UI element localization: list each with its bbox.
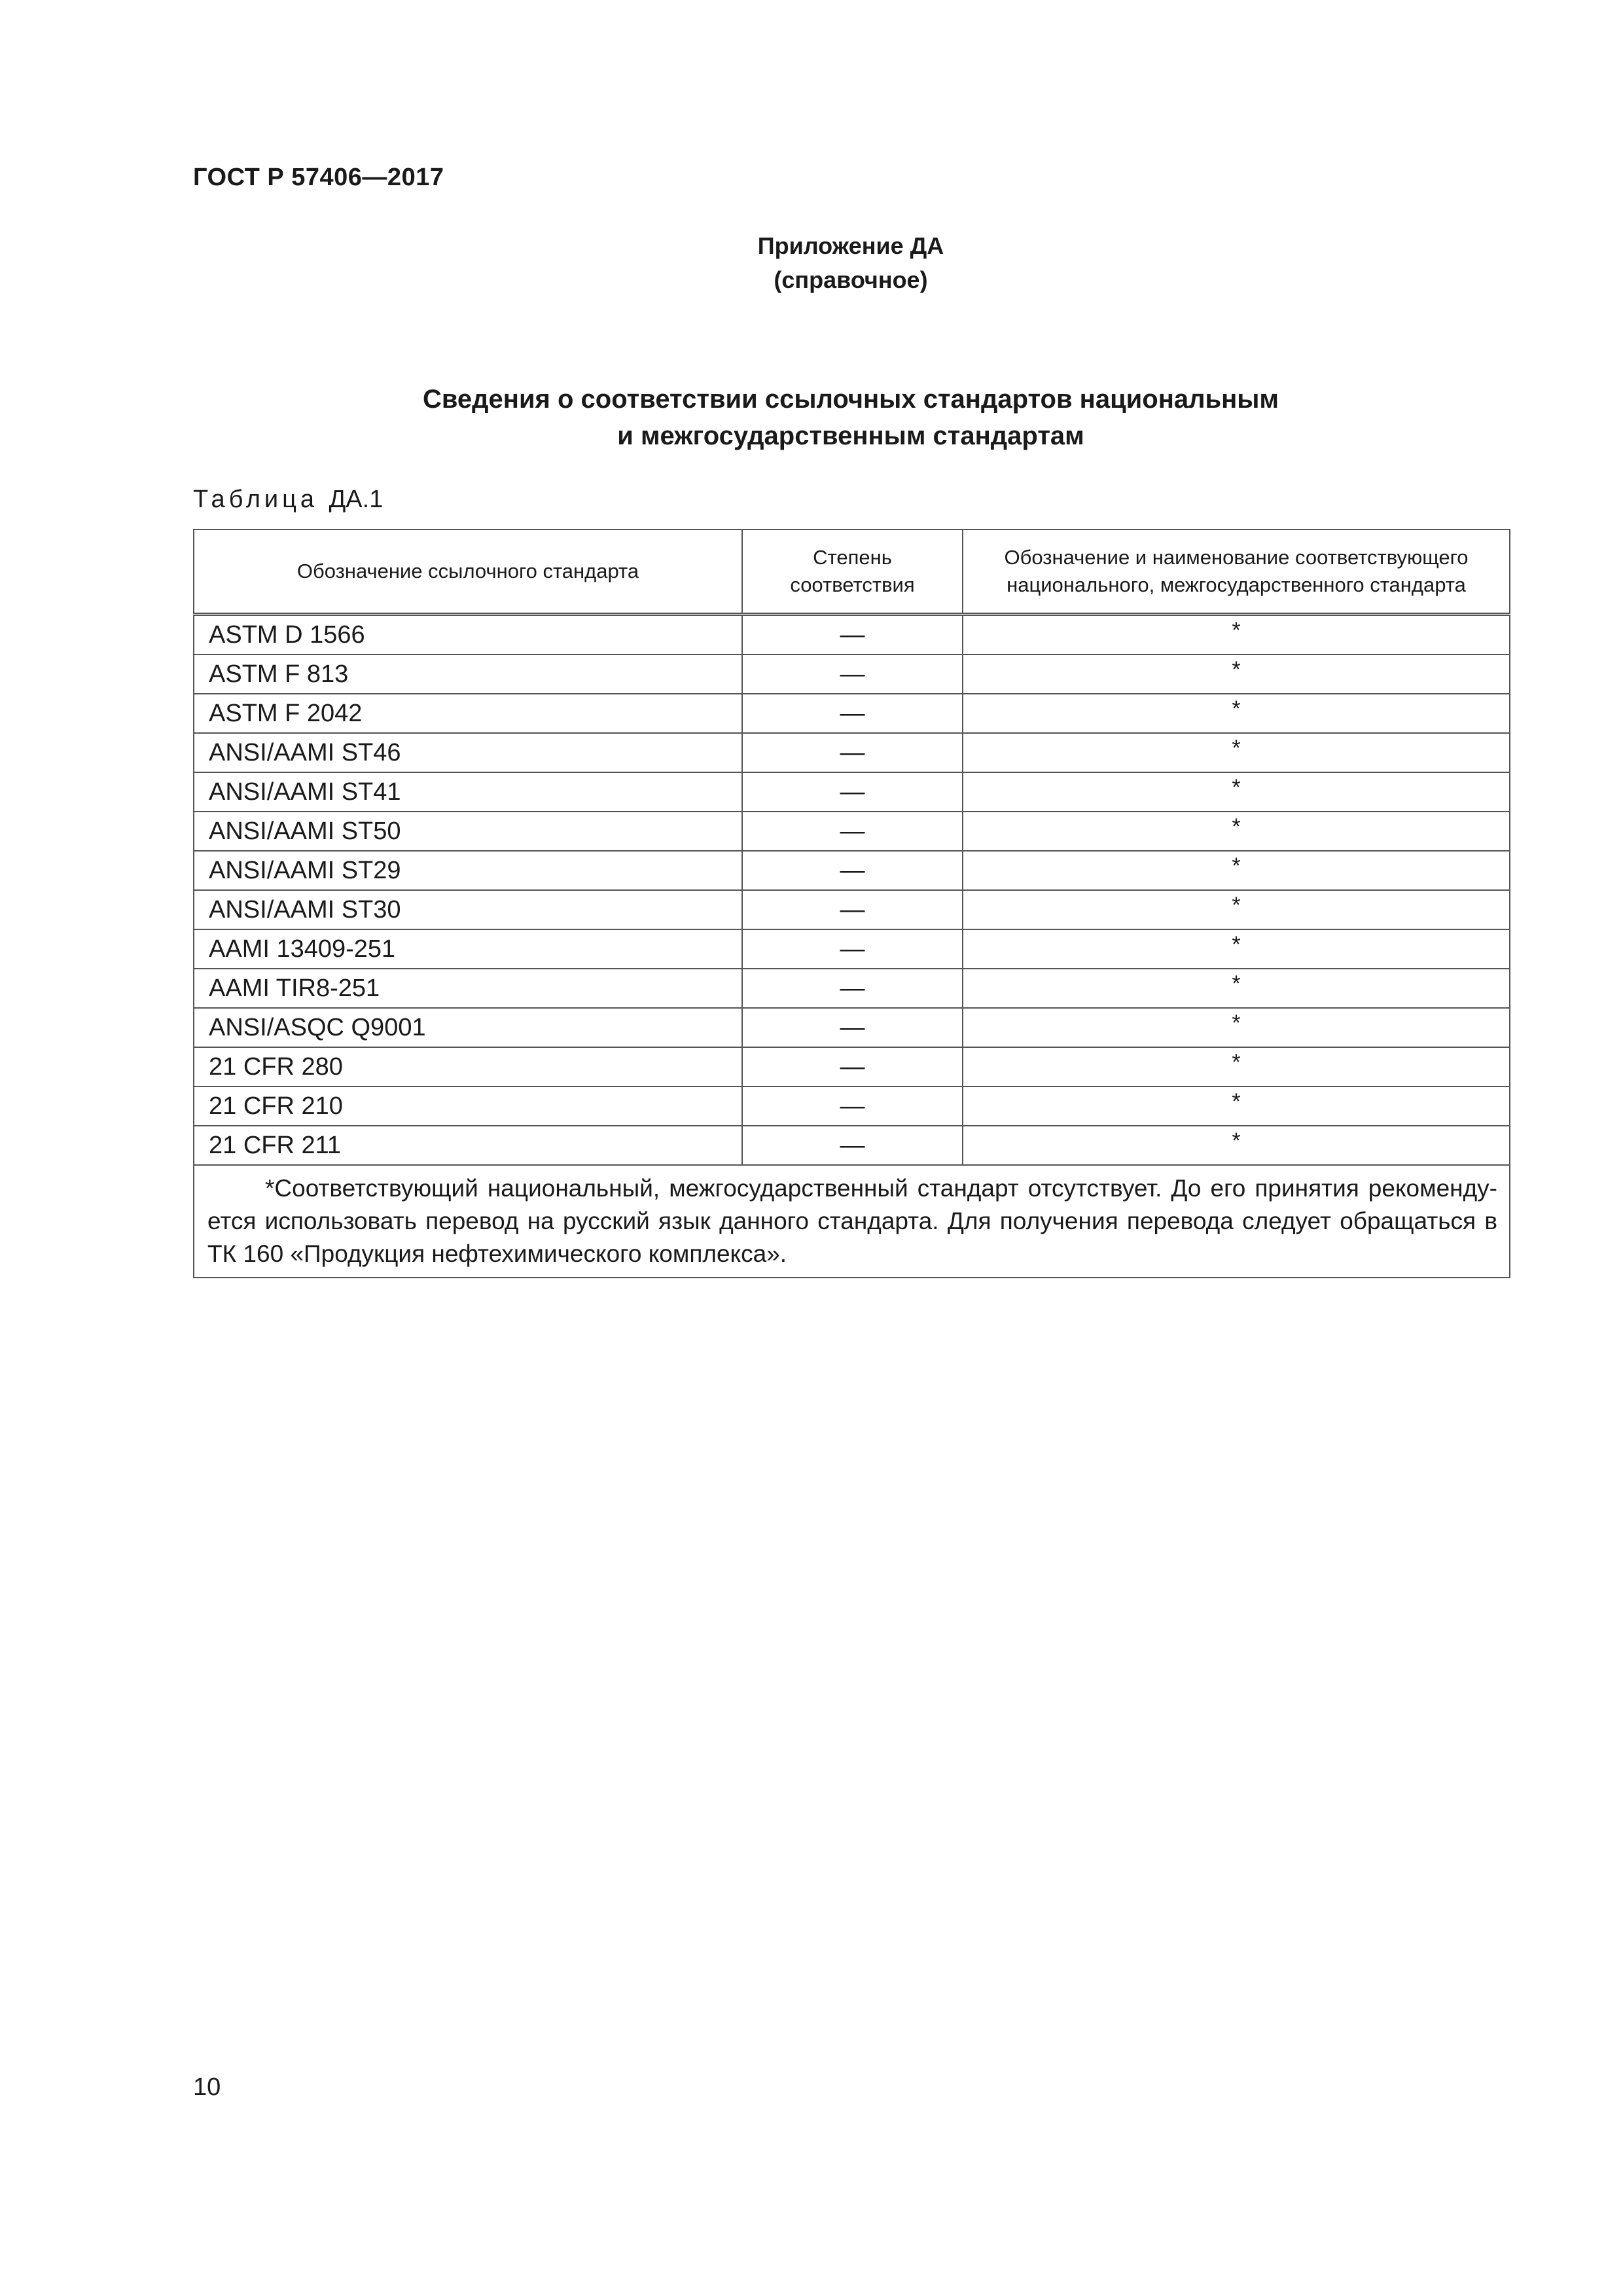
cell-standard-designation: ANSI/AAMI ST50 [194, 812, 742, 851]
cell-degree-of-conformity: — [742, 1008, 963, 1047]
cell-degree-of-conformity: — [742, 1086, 963, 1126]
cell-degree-of-conformity: — [742, 655, 963, 694]
cell-standard-designation: 21 CFR 280 [194, 1047, 742, 1086]
table-footnote: *Соответствующий национальный, межгосударственный стандарт отсутствует. До его принятия рекоменду-ется использовать перевод на русский язык данного стандарта. Для получения перевода следует обращаться в ТК 160 «Продукция нефтехимического комплекса». [194, 1165, 1510, 1278]
table-row [194, 929, 1510, 969]
cell-standard-designation: ANSI/ASQC Q9001 [194, 1008, 742, 1047]
table-row [194, 1086, 1510, 1126]
table-row [194, 1047, 1510, 1086]
cell-national-standard: * [963, 733, 1510, 772]
table-row [194, 694, 1510, 733]
table-row [194, 733, 1510, 772]
header-standard-designation [194, 529, 742, 615]
header-standard-designation-text: Обозначение ссылочного стандарта [296, 560, 639, 583]
cell-national-standard: * [963, 1086, 1510, 1126]
cell-standard-designation: 21 CFR 210 [194, 1086, 742, 1126]
cell-standard-designation: ANSI/AAMI ST30 [194, 890, 742, 929]
document-code: ГОСТ Р 57406—2017 [193, 164, 444, 191]
table-caption-number: ДА.1 [329, 486, 383, 513]
reference-standards-table [193, 529, 1510, 1278]
cell-degree-of-conformity: — [742, 615, 963, 655]
table-row [194, 772, 1510, 812]
cell-standard-designation: ANSI/AAMI ST29 [194, 851, 742, 890]
header-national-line-2: национального, межгосударственного стандарта [1007, 573, 1466, 596]
cell-national-standard: * [963, 1047, 1510, 1086]
cell-national-standard: * [963, 929, 1510, 969]
table-caption [193, 486, 383, 514]
cell-standard-designation: 21 CFR 211 [194, 1126, 742, 1165]
cell-national-standard: * [963, 772, 1510, 812]
table-row [194, 1126, 1510, 1165]
cell-degree-of-conformity: — [742, 1047, 963, 1086]
cell-standard-designation: ANSI/AAMI ST46 [194, 733, 742, 772]
section-title-line-2: и межгосударственным стандартам [617, 422, 1084, 450]
header-national-standard [963, 529, 1510, 615]
cell-degree-of-conformity: — [742, 733, 963, 772]
appendix-type: (справочное) [774, 266, 928, 293]
cell-degree-of-conformity: — [742, 694, 963, 733]
cell-national-standard: * [963, 615, 1510, 655]
cell-standard-designation: ASTM F 813 [194, 655, 742, 694]
cell-national-standard: * [963, 812, 1510, 851]
cell-degree-of-conformity: — [742, 851, 963, 890]
cell-standard-designation: ASTM D 1566 [194, 615, 742, 655]
table-row [194, 969, 1510, 1008]
cell-national-standard: * [963, 1126, 1510, 1165]
table-row [194, 655, 1510, 694]
cell-national-standard: * [963, 851, 1510, 890]
cell-national-standard: * [963, 694, 1510, 733]
cell-national-standard: * [963, 1008, 1510, 1047]
cell-degree-of-conformity: — [742, 812, 963, 851]
cell-degree-of-conformity: — [742, 1126, 963, 1165]
header-degree-line-1: Степень [813, 546, 892, 569]
cell-standard-designation: AAMI TIR8-251 [194, 969, 742, 1008]
table-footnote-row [194, 1165, 1510, 1278]
table-row [194, 851, 1510, 890]
cell-standard-designation: ANSI/AAMI ST41 [194, 772, 742, 812]
section-title-line-1: Сведения о соответствии ссылочных стандартов национальным [422, 385, 1279, 414]
cell-standard-designation: AAMI 13409-251 [194, 929, 742, 969]
table-row [194, 1008, 1510, 1047]
page-number: 10 [193, 2073, 221, 2101]
cell-national-standard: * [963, 890, 1510, 929]
table-row [194, 615, 1510, 655]
table-row [194, 812, 1510, 851]
header-degree-of-conformity [742, 529, 963, 615]
header-degree-line-2: соответствия [790, 573, 915, 596]
appendix-title: Приложение ДА [757, 232, 944, 259]
cell-degree-of-conformity: — [742, 772, 963, 812]
cell-degree-of-conformity: — [742, 969, 963, 1008]
header-national-line-1: Обозначение и наименование соответствующего [1004, 546, 1469, 569]
cell-degree-of-conformity: — [742, 929, 963, 969]
cell-national-standard: * [963, 655, 1510, 694]
cell-degree-of-conformity: — [742, 890, 963, 929]
table-header-row [194, 529, 1510, 615]
table-caption-word: Таблица [193, 486, 318, 513]
cell-national-standard: * [963, 969, 1510, 1008]
table-row [194, 890, 1510, 929]
cell-standard-designation: ASTM F 2042 [194, 694, 742, 733]
